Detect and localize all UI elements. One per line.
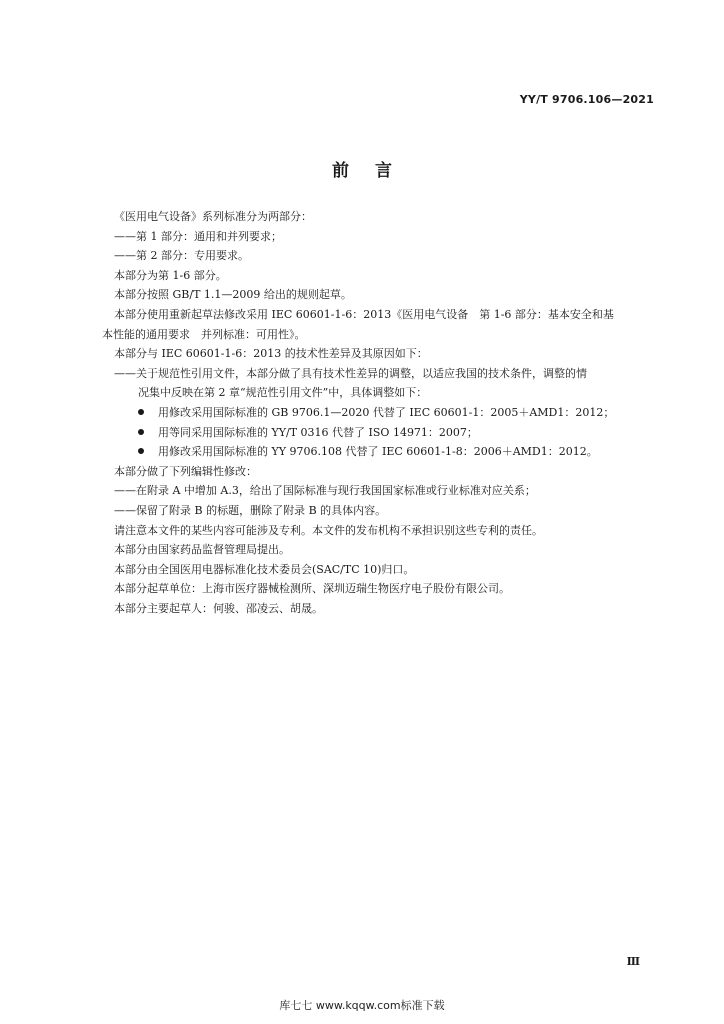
paragraph-series-intro: 《医用电气设备》系列标准分为两部分： [114, 210, 312, 223]
paragraph-adoption-line-2: 本性能的通用要求 并列标准：可用性》。 [102, 327, 306, 341]
foreword-body [102, 207, 653, 618]
page-title: 前言 [332, 161, 418, 181]
bullet-item-3 [102, 442, 653, 462]
paragraph-editorial-changes: 本部分做了下列编辑性修改： [114, 464, 257, 478]
paragraph-adoption-line-1: 本部分使用重新起草法修改采用 IEC 60601-1-6：2013《医用电气设备 第 1-6 部分：基本安全和基 [114, 307, 614, 321]
bullet-item-1-text: 用修改采用国际标准的 GB 9706.1—2020 代替了 IEC 60601-1：2005＋AMD1：2012； [158, 405, 615, 419]
list-item-annex-b: ——保留了附录 B 的标题，删除了附录 B 的具体内容。 [114, 503, 387, 517]
paragraph-drafters: 本部分主要起草人：何骏、邵凌云、胡晟。 [114, 601, 323, 615]
list-item-normative-refs-line-2: 况集中反映在第 2 章“规范性引用文件”中，具体调整如下： [138, 386, 428, 400]
list-item-annex-a: ——在附录 A 中增加 A.3，给出了国际标准与现行我国国家标准或行业标准对应关系； [114, 484, 536, 498]
bullet-item-1 [102, 403, 653, 423]
paragraph-part-number: 本部分为第 1-6 部分。 [114, 268, 227, 282]
bullet-item-2-text: 用等同采用国际标准的 YY/T 0316 代替了 ISO 14971：2007； [158, 425, 478, 439]
list-item-part-1: ——第 1 部分：通用和并列要求； [114, 229, 282, 243]
standard-code: YY/T 9706.106—2021 [519, 93, 654, 106]
bullet-dot-icon [138, 409, 144, 415]
bullet-dot-icon [138, 429, 144, 435]
paragraph-drafting-organizations: 本部分起草单位：上海市医疗器械检测所、深圳迈瑞生物医疗电子股份有限公司。 [114, 582, 510, 596]
bullet-item-3-text: 用修改采用国际标准的 YY 9706.108 代替了 IEC 60601-1-8：2006＋AMD1：2012。 [158, 445, 598, 459]
paragraph-patent-notice: 请注意本文件的某些内容可能涉及专利。本文件的发布机构不承担识别这些专利的责任。 [114, 523, 543, 537]
bullet-item-2 [102, 423, 653, 443]
footer-watermark: 库七七 www.kqqw.com标准下载 [279, 999, 445, 1012]
paragraph-drafting-rules: 本部分按照 GB/T 1.1—2009 给出的规则起草。 [114, 288, 352, 302]
list-item-normative-refs-line-1: ——关于规范性引用文件，本部分做了具有技术性差异的调整，以适应我国的技术条件，调整的情 [114, 366, 587, 380]
paragraph-technical-committee: 本部分由全国医用电器标准化技术委员会(SAC/TC 10)归口。 [114, 562, 415, 576]
paragraph-proposer: 本部分由国家药品监督管理局提出。 [114, 543, 290, 557]
list-item-part-2: ——第 2 部分：专用要求。 [114, 249, 249, 263]
paragraph-differences: 本部分与 IEC 60601-1-6：2013 的技术性差异及其原因如下： [114, 347, 428, 361]
bullet-dot-icon [138, 448, 144, 454]
page-number: Ⅲ [626, 955, 640, 968]
